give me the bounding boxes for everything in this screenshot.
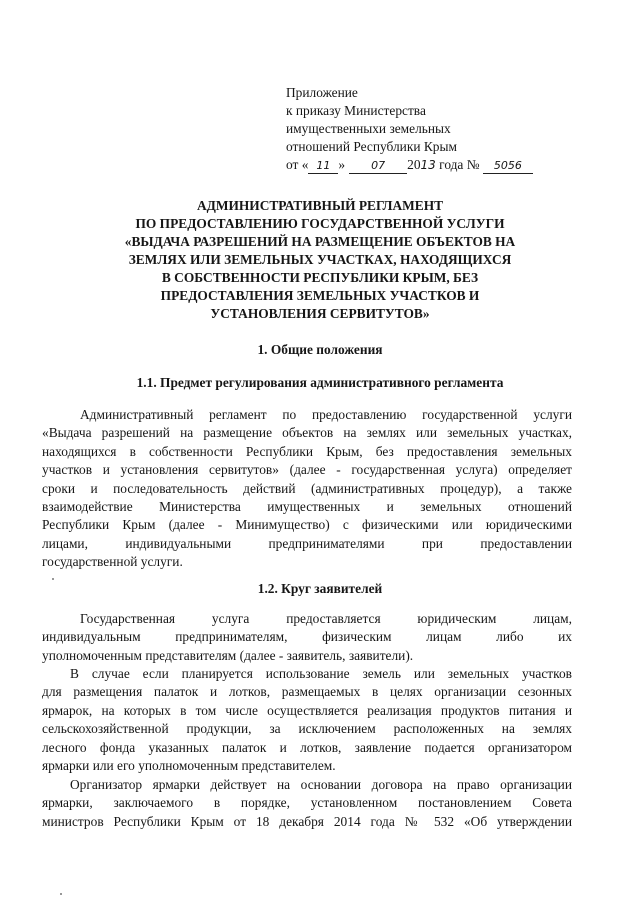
annex-line-3: имущественныхи земельных — [286, 121, 451, 136]
p3-line: для размещения палаток и лотков, размещаемых в целях организации сезонных — [42, 684, 572, 700]
p1-line: находящихся в собственности Республики Крым, без предоставления земельных — [42, 443, 572, 459]
p1-line: лицами, индивидуальными предпринимателями при предоставлении — [42, 535, 572, 551]
p1-line: взаимодействие Министерства имущественных и земельных отношений — [42, 499, 572, 515]
annex-date-mid: » — [338, 157, 346, 172]
annex-line-2: к приказу Министерства — [286, 103, 426, 118]
section-heading-1-1: 1.1. Предмет регулирования административного регламента — [136, 375, 504, 390]
p3-line: сельскохозяйственной продукции, за исключением расположенных на землях — [42, 721, 572, 737]
title-line-3: «ВЫДАЧА РАЗРЕШЕНИЙ НА РАЗМЕЩЕНИЕ ОБЪЕКТОВ НА — [124, 234, 516, 249]
annex-date-year-b: 13 — [420, 158, 436, 172]
title-line-5: В СОБСТВЕННОСТИ РЕСПУБЛИКИ КРЫМ, БЕЗ — [161, 270, 479, 285]
p2-line: уполномоченным представителям (далее - заявитель, заявители). — [42, 647, 414, 663]
p3-line: В случае если планируется использование земель или земельных участков — [70, 666, 572, 681]
annex-date-year-suffix: года № — [439, 157, 480, 172]
annex-line-5 — [286, 156, 606, 174]
p3-line: ярмарки или его уполномоченным представителем. — [42, 758, 336, 774]
annex-date-prefix: от « — [286, 157, 309, 172]
p1-line: государственной услуги. — [42, 554, 183, 570]
annex-block — [286, 84, 606, 174]
title-line-1: АДМИНИСТРАТИВНЫЙ РЕГЛАМЕНТ — [196, 198, 444, 213]
section-heading-1-2: 1.2. Круг заявителей — [257, 581, 383, 596]
paragraph-3 — [42, 665, 572, 775]
paragraph-2 — [42, 610, 572, 665]
p1-line: участков и установления сервитутов» (далее - государственная услуга) определяет — [42, 462, 572, 478]
p2-line: индивидуальным предпринимателям, физическим лицам либо их — [42, 629, 572, 645]
p4-line: Организатор ярмарки действует на основании договора на право организации — [70, 777, 572, 792]
title-line-2: ПО ПРЕДОСТАВЛЕНИЮ ГОСУДАРСТВЕННОЙ УСЛУГИ — [135, 216, 505, 231]
annex-date-year-a: 20 — [407, 157, 421, 172]
p3-line: лесного фонда указанных палаток и лотков, заявление подается организатором — [42, 739, 572, 755]
annex-date-month: 07 — [349, 159, 407, 174]
scan-speck — [60, 893, 62, 895]
title-line-7: УСТАНОВЛЕНИЯ СЕРВИТУТОВ» — [210, 306, 430, 321]
title-line-4: ЗЕМЛЯХ ИЛИ ЗЕМЕЛЬНЫХ УЧАСТКАХ, НАХОДЯЩИХСЯ — [128, 252, 512, 267]
p2-line: Государственная услуга предоставляется юридическим лицам, — [80, 611, 572, 626]
paragraph-1 — [42, 406, 572, 572]
annex-order-number: 5056 — [483, 159, 533, 174]
annex-line-4: отношений Республики Крым — [286, 139, 457, 154]
p1-line: сроки и последовательность действий (административных процедур), а также — [42, 480, 572, 496]
title-line-6: ПРЕДОСТАВЛЕНИЯ ЗЕМЕЛЬНЫХ УЧАСТКОВ И — [160, 288, 480, 303]
annex-line-1: Приложение — [286, 85, 358, 100]
p1-line: «Выдача разрешений на размещение объектов на землях или земельных участках, — [42, 425, 572, 441]
p3-line: ярмарок, на которых в том числе осуществляется реализация продуктов питания и — [42, 702, 572, 718]
section-heading-1: 1. Общие положения — [257, 342, 383, 357]
paragraph-4 — [42, 776, 572, 831]
p1-line: Административный регламент по предоставлению государственной услуги — [80, 407, 572, 422]
scan-speck — [52, 578, 54, 580]
annex-date-day: 11 — [308, 159, 338, 174]
p1-line: Республики Крым (далее - Минимущество) с физическими или юридическими — [42, 517, 572, 533]
p4-line: ярмарки, заключаемого в порядке, установленном постановлением Совета — [42, 795, 572, 811]
document-title — [60, 197, 580, 323]
p4-line: министров Республики Крым от 18 декабря 2014 года № 532 «Об утверждении — [42, 813, 572, 829]
